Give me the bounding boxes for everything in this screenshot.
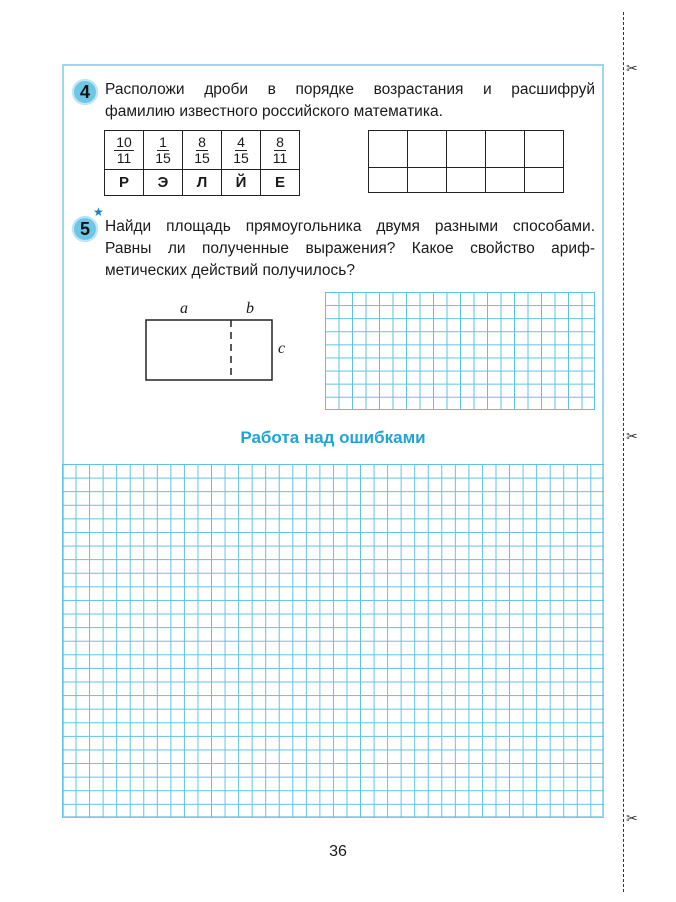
task-5-line: Найди площадь прямоугольника двумя разными способами. (105, 218, 595, 235)
fraction-numerator: 8 (198, 134, 206, 150)
scissors-icon: ✂ (626, 810, 638, 826)
fraction-numerator: 10 (116, 134, 132, 150)
task-5-number: 5 (72, 216, 98, 242)
fraction-denominator: 11 (272, 150, 288, 166)
fraction-cell (261, 131, 300, 170)
answer-cell[interactable] (486, 131, 525, 168)
fraction-table (104, 130, 300, 196)
fraction-numerator: 4 (237, 134, 245, 150)
task-4-text (105, 79, 595, 123)
fraction-denominator: 11 (116, 150, 132, 166)
fraction-numerator: 8 (276, 134, 284, 150)
task-5-line: Равны ли полученные выражения? Какое свойство ариф- (105, 240, 595, 257)
task-4-line: фамилию известного российского математика. (105, 103, 443, 120)
fraction-numerator: 1 (159, 134, 167, 150)
answer-cell[interactable] (408, 168, 447, 193)
fraction-denominator: 15 (233, 150, 249, 166)
scissors-icon: ✂ (626, 60, 638, 76)
fraction-denominator: 15 (194, 150, 210, 166)
answer-cell[interactable] (369, 131, 408, 168)
rectangle (146, 320, 272, 380)
task-5-text (105, 216, 595, 282)
fraction-cell (144, 131, 183, 170)
work-grid-large[interactable] (62, 464, 604, 818)
answer-cell[interactable] (525, 131, 564, 168)
label-c: c (278, 340, 286, 357)
answer-cell[interactable] (408, 131, 447, 168)
letter-cell: Э (144, 170, 183, 196)
rectangle-diagram (140, 310, 280, 385)
letter-cell: Р (105, 170, 144, 196)
answer-cell[interactable] (486, 168, 525, 193)
answer-cell[interactable] (369, 168, 408, 193)
section-title: Работа над ошибками (240, 428, 426, 447)
answer-table (368, 130, 564, 193)
fraction-cell (105, 131, 144, 170)
label-b: b (246, 300, 254, 317)
cut-line (623, 12, 624, 892)
task-4-line: Расположи дроби в порядке возрастания и расшифруй (105, 81, 595, 98)
fraction-cell (183, 131, 222, 170)
task-4-number: 4 (72, 79, 98, 105)
label-a: a (180, 300, 188, 317)
letter-cell: Е (261, 170, 300, 196)
answer-cell[interactable] (447, 131, 486, 168)
task-5-line: метических действий получилось? (105, 262, 355, 279)
fraction-cell (222, 131, 261, 170)
fraction-denominator: 15 (155, 150, 171, 166)
letter-cell: Й (222, 170, 261, 196)
scissors-icon: ✂ (626, 428, 638, 444)
answer-cell[interactable] (447, 168, 486, 193)
letter-cell: Л (183, 170, 222, 196)
page-number: 36 (329, 843, 347, 860)
star-icon: ★ (93, 205, 104, 219)
work-grid-small[interactable] (325, 292, 595, 410)
answer-cell[interactable] (525, 168, 564, 193)
